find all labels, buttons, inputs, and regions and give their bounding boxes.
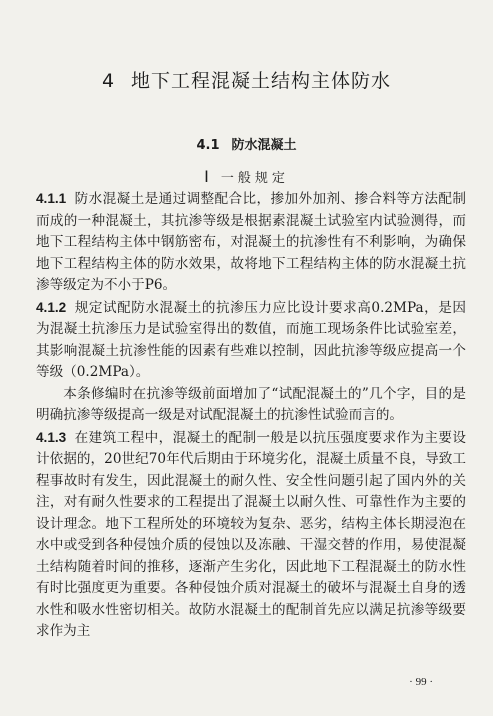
clause-number: 4.1.2: [36, 299, 67, 315]
clause-number: 4.1.1: [36, 191, 67, 206]
body-text: [36, 188, 466, 643]
subsection-title-text: 一般规定: [220, 171, 289, 186]
chapter-number: 4: [101, 70, 116, 92]
clause-text: 在建筑工程中，混凝土的配制一般是以抗压强度要求作为主要设计依据的，20世纪70年代后期由于环境劣化，混凝土质量不良，导致工程事故时有发生，因此混凝土的耐久性、安全性问题引起了国内外的关注，对有耐久性要求的工程提出了混凝土以耐久性、可靠性作为主要的设计理念。地下工程所处的环境较为复杂、恶劣，结构主体长期浸泡在水中或受到各种侵蚀介质的侵蚀以及冻融、干湿交替的作用，易使混凝土结构随着时间的推移，逐渐产生劣化，因此地下工程混凝土的防水性有时比强度更为重要。各种侵蚀介质对混凝土的破坏与混凝土自身的透水性和吸水性密切相关。故防水混凝土的配制首先应以满足抗渗等级要求作为主: [36, 429, 466, 639]
section-title-text: 防水混凝土: [231, 138, 297, 153]
clause-number: 4.1.3: [36, 429, 67, 445]
chapter-title-text: 地下工程混凝土结构主体防水: [131, 70, 392, 92]
section-number: 4.1: [196, 138, 220, 153]
subsection-title: [0, 167, 493, 187]
subsection-numeral: Ⅰ: [204, 169, 209, 186]
chapter-title: [0, 66, 493, 93]
clause-text: 规定试配防水混凝土的抗渗压力应比设计要求高0.2MPa，是因为混凝土抗渗压力是试验室得出的数值，而施工现场条件比试验室差，其影响混凝土抗渗性能的因素有些难以控制，因此抗渗等级应提高一个等级（0.2MPa）。: [36, 299, 466, 380]
clause-text: 防水混凝土是通过调整配合比，掺加外加剂、掺合料等方法配制而成的一种混凝土，其抗渗等级是根据素混凝土试验室内试验测得，而地下工程结构主体中钢筋密布，对混凝土的抗渗性有不利影响，为确保地下工程结构主体的防水效果，故将地下工程结构主体的防水混凝土抗渗等级定为不小于P6。: [36, 191, 466, 293]
clause-4-1-2-note: [36, 384, 466, 427]
page-number: · 99 ·: [409, 676, 433, 688]
section-title: [0, 134, 493, 153]
clause-4-1-1: [36, 188, 466, 297]
clause-text: 本条修编时在抗渗等级前面增加了“试配混凝土的”几个字，目的是明确抗渗等级提高一级是对试配混凝土的抗渗性试验而言的。: [36, 385, 466, 423]
clause-4-1-2: [36, 297, 466, 384]
clause-4-1-3: [36, 427, 466, 643]
